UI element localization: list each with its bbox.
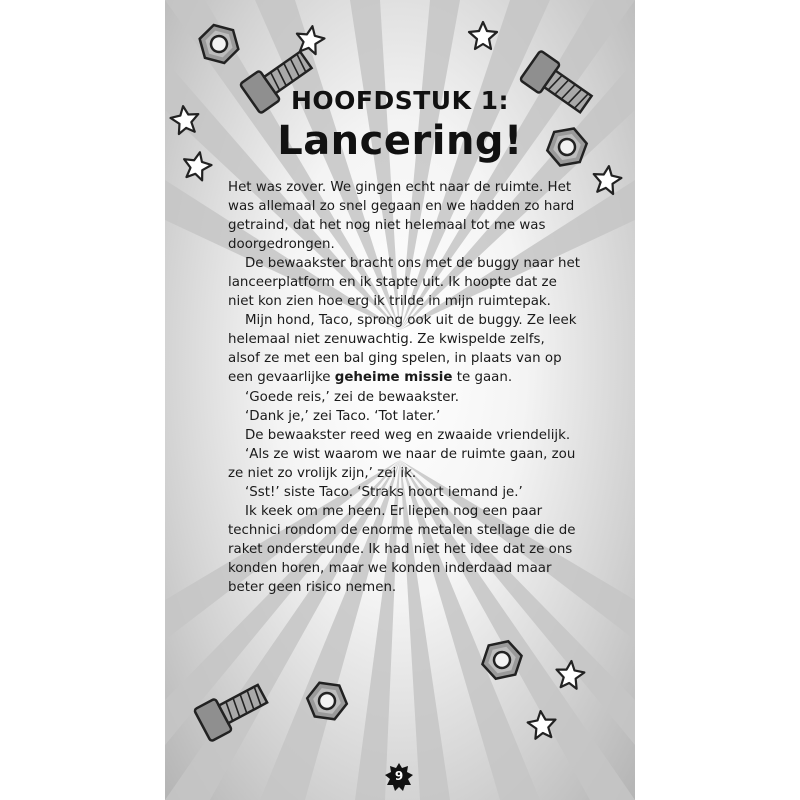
star-icon bbox=[294, 24, 326, 55]
page-number-badge bbox=[385, 763, 413, 791]
paragraph: Ik keek om me heen. Er liepen nog een paar technici rondom de enorme metalen stellage die de raket ondersteunde. Ik had niet het idee dat ze ons konden horen, maar we konden inderdaad maar beter geen risico nemen. bbox=[228, 503, 576, 595]
paragraph-text: Mijn hond, Taco, sprong ook uit de buggy. Ze leek helemaal niet zenuwachtig. Ze kwispelde zelfs, alsof ze met een bal ging spelen, in plaats van op een gevaarlijke bbox=[228, 313, 577, 386]
dialogue-line: ‘Sst!’ siste Taco. ‘Straks hoort iemand je.’ bbox=[245, 484, 523, 500]
page-number: 9 bbox=[394, 769, 404, 783]
emphasis-text: geheime missie bbox=[334, 370, 453, 386]
bolt-icon bbox=[194, 678, 271, 742]
paragraph bbox=[228, 311, 580, 387]
hex-nut-icon bbox=[195, 22, 242, 65]
hex-nut-icon bbox=[479, 639, 525, 681]
chapter-title: Lancering! bbox=[277, 118, 523, 164]
hex-nut-icon bbox=[305, 681, 349, 720]
dialogue-line: ‘Als ze wist waarom we naar de ruimte gaan, zou ze niet zo vrolijk zijn,’ zei ik. bbox=[228, 446, 576, 481]
dialogue-line: ‘Dank je,’ zei Taco. ‘Tot later.’ bbox=[245, 408, 441, 424]
star-icon bbox=[591, 164, 622, 195]
paragraph: De bewaakster reed weg en zwaaide vriendelijk. bbox=[245, 427, 571, 443]
book-page bbox=[165, 0, 635, 800]
paragraph: De bewaakster bracht ons met de buggy naar het lanceerplatform en ik stapte uit. Ik hoopte dat ze niet kon zien hoe erg ik trilde in mijn ruimtepak. bbox=[228, 256, 580, 310]
paragraph: Het was zover. We gingen echt naar de ruimte. Het was allemaal zo snel gegaan en we hadden zo hard getraind, dat het nog niet helemaal tot me was doorgedrongen. bbox=[228, 180, 575, 253]
paragraph-text: te gaan. bbox=[452, 370, 513, 386]
star-icon bbox=[527, 710, 558, 740]
chapter-label: HOOFDSTUK 1: bbox=[290, 86, 510, 115]
chapter-body-text bbox=[228, 178, 580, 597]
dialogue-line: ‘Goede reis,’ zei de bewaakster. bbox=[245, 389, 460, 405]
star-icon bbox=[469, 22, 497, 49]
star-icon bbox=[555, 660, 586, 690]
